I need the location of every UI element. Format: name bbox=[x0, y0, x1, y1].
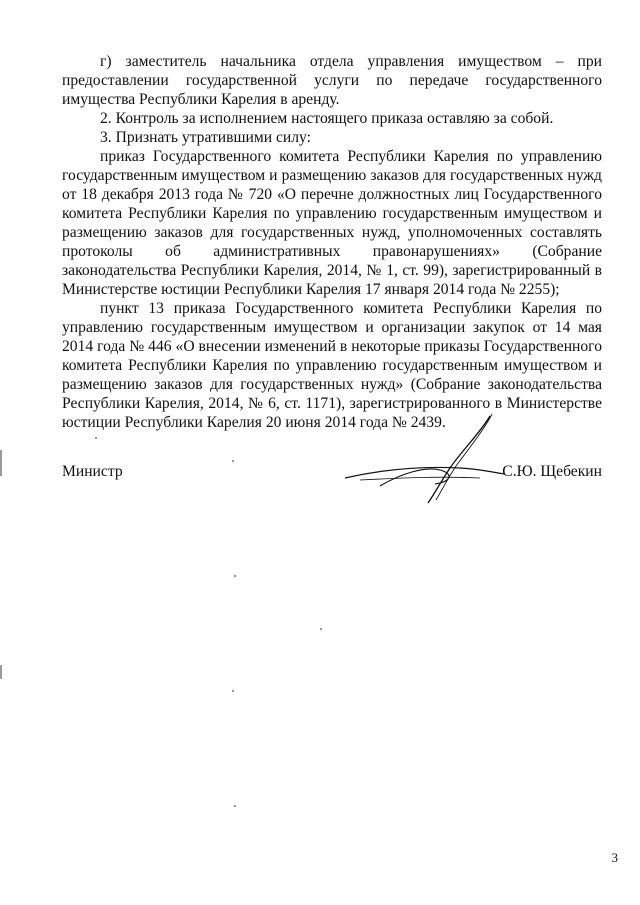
paragraph-repealed-point-13: пункт 13 приказа Государственного комитета Республики Карелия по управлению государственным имуществом и организации закупок от 14 мая 2014 года № 446 «О внесении изменений в некоторые приказы Государственного комитета Республики Карелия по управлению государственным имуществом и размещению заказов для государственных нужд» (Собрание законодательства Республики Карелия, 2014, № 6, ст. 1171), зарегистрированного в Министерстве юстиции Республики Карелия 20 июня 2014 года № 2439. bbox=[62, 300, 602, 431]
scan-speck bbox=[95, 437, 97, 439]
signer-name: С.Ю. Щебекин bbox=[502, 463, 602, 480]
scan-edge-mark bbox=[0, 450, 2, 476]
scan-speck bbox=[232, 460, 234, 462]
page-number: 3 bbox=[611, 850, 618, 865]
scan-speck bbox=[234, 575, 236, 577]
paragraph-item-g: г) заместитель начальника отдела управления имуществом – при предоставлении государственной услуги по передаче государственного имущества Республики Карелия в аренду. bbox=[62, 53, 602, 108]
scan-speck bbox=[234, 805, 236, 807]
scan-speck bbox=[232, 690, 234, 692]
paragraph-repealed-order-720: приказ Государственного комитета Республики Карелия по управлению государственным имуществом и размещению заказов для государственных нужд от 18 декабря 2013 года № 720 «О перечне должностных лиц Государственного комитета Республики Карелия по управлению государственным имуществом и размещению заказов для государственных нужд, уполномоченных составлять протоколы об административных правонарушениях» (Собрание законодательства Республики Карелия, 2014, № 1, ст. 99), зарегистрированный в Министерстве юстиции Республики Карелия 17 января 2014 года № 2255); bbox=[62, 148, 602, 298]
scan-speck bbox=[320, 628, 322, 630]
scan-edge-mark bbox=[0, 665, 2, 679]
document-body bbox=[62, 52, 602, 432]
paragraph-repeal-heading: 3. Признать утратившими силу: bbox=[100, 129, 311, 146]
position-label: Министр bbox=[62, 463, 123, 480]
paragraph-control: 2. Контроль за исполнением настоящего приказа оставляю за собой. bbox=[100, 110, 554, 127]
handwritten-signature bbox=[340, 408, 510, 508]
